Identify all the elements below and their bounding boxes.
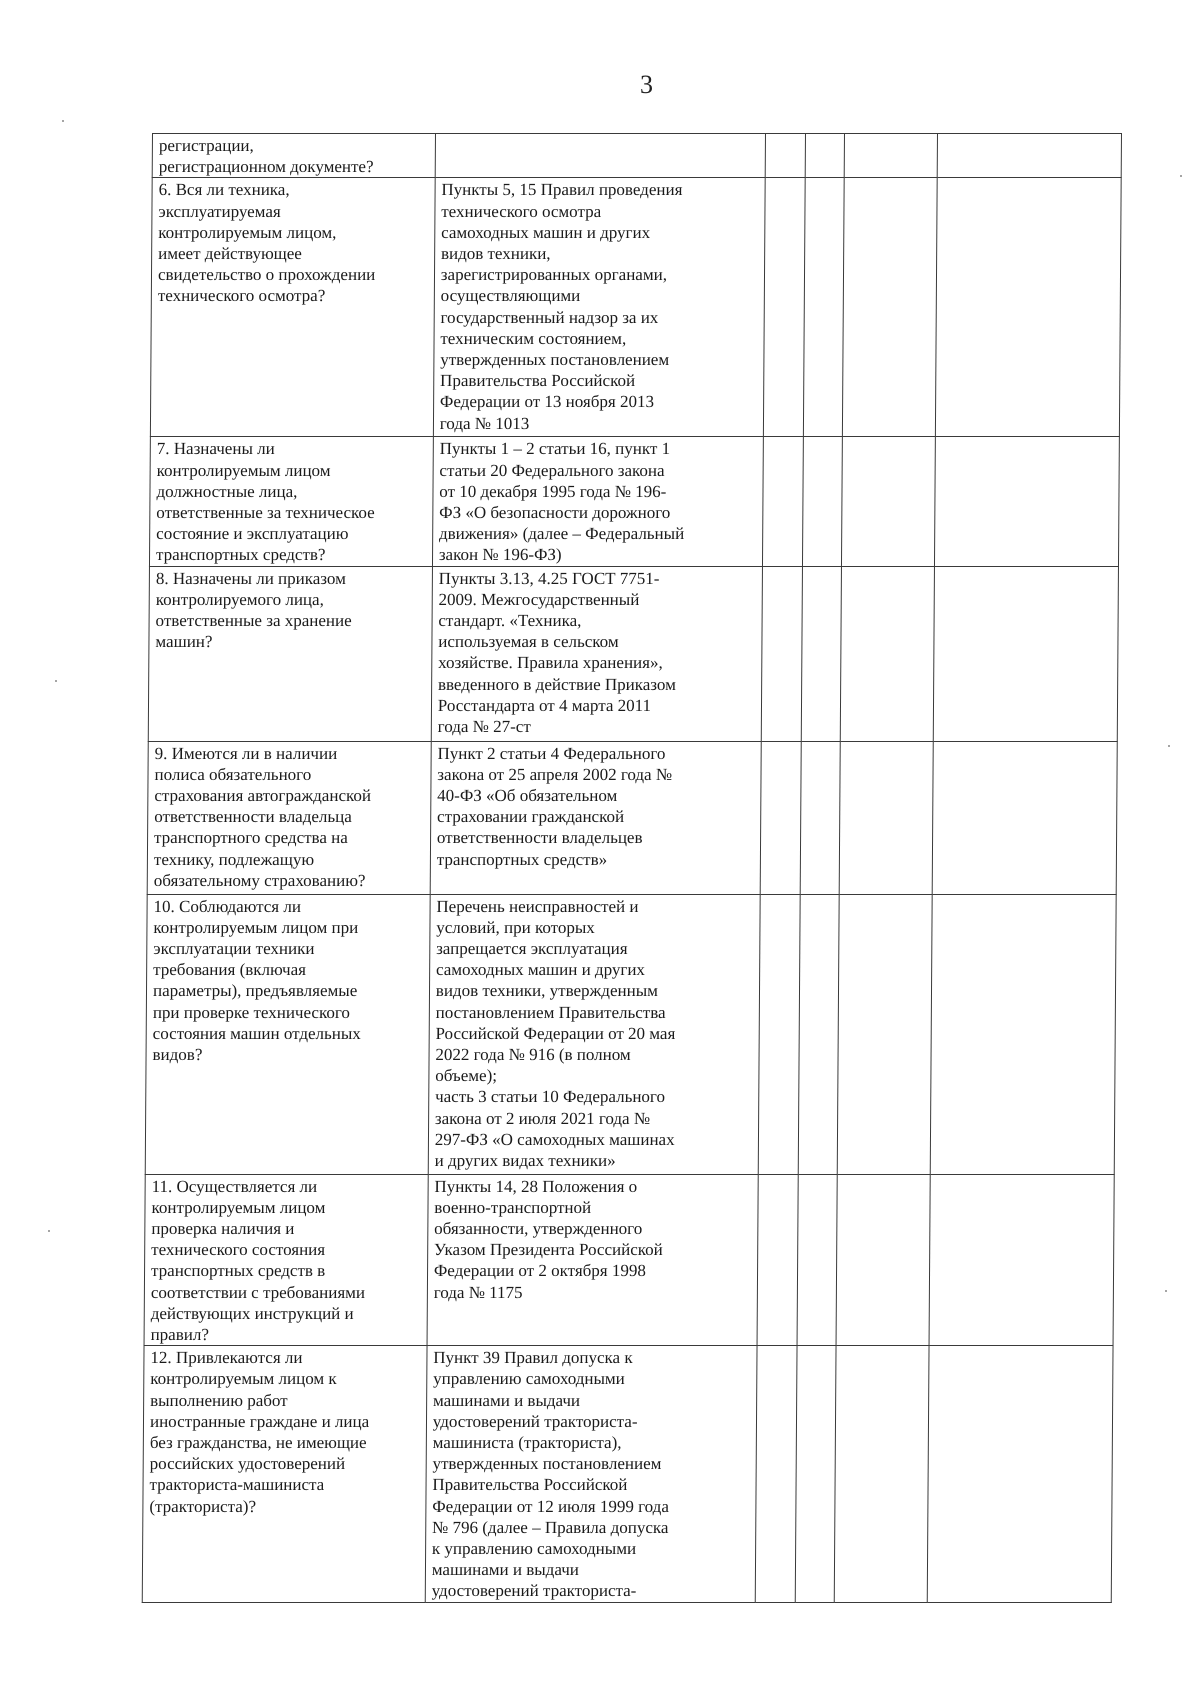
page-number: 3 [640, 70, 653, 99]
table-row [147, 741, 1117, 894]
requirement-cell: Пункт 39 Правил допуска к управлению самоходными машинами и выдачи удостоверений тракториста- машиниста (тракториста), утвержденных постановлением Правительства Российской Федерации от 12 июля 1999 года № 796 (далее – Правила допуска к управлению самоходными машинами и выдачи удостоверений тракториста- [425, 1346, 757, 1602]
answer-na-cell [841, 566, 934, 741]
table-row [152, 134, 1121, 178]
answer-na-cell [836, 1174, 929, 1346]
answer-no-cell [800, 741, 841, 894]
answer-na-cell [838, 894, 932, 1174]
answer-yes-cell [761, 566, 802, 741]
scan-speck [55, 680, 57, 682]
requirement-cell: Пункт 2 статьи 4 Федерального закона от 25 апреля 2002 года № 40-ФЗ «Об обязательном страховании гражданской ответственности владельцев транспортных средств» [430, 741, 761, 894]
requirement-cell: Пункты 1 – 2 статьи 16, пункт 1 статьи 20 Федерального закона от 10 декабря 1995 года № 196- ФЗ «О безопасности дорожного движения» (далее – Федеральный закон № 196-ФЗ) [432, 437, 763, 566]
scan-speck [1165, 1290, 1167, 1292]
answer-yes-cell [763, 178, 805, 437]
scan-speck [62, 120, 64, 122]
answer-yes-cell [757, 1174, 798, 1346]
question-cell: 9. Имеются ли в наличии полиса обязательного страхования автогражданской ответственности владельца транспортного средства на технику, подлежащую обязательному страхованию? [147, 741, 431, 894]
requirement-cell [435, 134, 765, 178]
answer-no-cell [801, 566, 842, 741]
question-cell: 7. Назначены ли контролируемым лицом должностные лица, ответственные за техническое состояние и эксплуатацию транспортных средств? [149, 437, 433, 566]
answer-yes-cell [758, 894, 800, 1174]
question-cell: 6. Вся ли техника, эксплуатируемая контролируемым лицом, имеет действующее свидетельство о прохождении технического осмотра? [150, 178, 435, 437]
answer-no-cell [797, 1174, 838, 1346]
notes-cell [935, 178, 1121, 437]
table-row [149, 437, 1119, 566]
question-cell: 11. Осуществляется ли контролируемым лицом проверка наличия и технического состояния транспортных средств в соответствии с требованиями действующих инструкций и правил? [144, 1174, 428, 1346]
question-cell: 8. Назначены ли приказом контролируемого лица, ответственные за хранение машин? [148, 566, 432, 741]
answer-yes-cell [762, 437, 803, 566]
question-cell: 10. Соблюдаются ли контролируемым лицом при эксплуатации техники требования (включая параметры), предъявляемые при проверке технического состояния машин отдельных видов? [145, 894, 430, 1174]
answer-yes-cell [765, 134, 805, 178]
notes-cell [933, 566, 1119, 741]
answer-na-cell [840, 741, 933, 894]
checklist-table [142, 133, 1122, 1603]
answer-yes-cell [760, 741, 801, 894]
scan-speck [1168, 745, 1170, 747]
scan-speck [48, 1230, 50, 1232]
answer-yes-cell [755, 1346, 797, 1602]
table-row [142, 1346, 1113, 1602]
notes-cell [927, 1346, 1113, 1602]
notes-cell [934, 437, 1119, 566]
scan-speck [1180, 175, 1182, 177]
answer-na-cell [842, 437, 935, 566]
notes-cell [930, 894, 1116, 1174]
question-cell: 12. Привлекаются ли контролируемым лицом к выполнению работ иностранные граждане и лица без гражданства, не имеющие российских удостоверений тракториста-машиниста (тракториста)? [142, 1346, 427, 1602]
answer-na-cell [835, 1346, 929, 1602]
answer-no-cell [802, 437, 843, 566]
table-row [150, 178, 1121, 437]
requirement-cell: Пункты 3.13, 4.25 ГОСТ 7751- 2009. Межгосударственный стандарт. «Техника, используемая в сельском хозяйстве. Правила хранения», введенного в действие Приказом Росстандарта от 4 марта 2011 года № 27-ст [431, 566, 762, 741]
requirement-cell: Пункты 14, 28 Положения о военно-транспортной обязанности, утвержденного Указом Президента Российской Федерации от 2 октября 1998 года № 1175 [427, 1174, 758, 1346]
answer-na-cell [843, 178, 937, 437]
answer-na-cell [845, 134, 937, 178]
question-cell: регистрации, регистрационном документе? [152, 134, 435, 178]
notes-cell [932, 741, 1118, 894]
table-row [144, 1174, 1114, 1346]
notes-cell [937, 134, 1122, 178]
answer-no-cell [803, 178, 845, 437]
answer-no-cell [795, 1346, 837, 1602]
requirement-cell: Перечень неисправностей и условий, при которых запрещается эксплуатация самоходных машин и других видов техники, утвержденным постановлением Правительства Российской Федерации от 20 мая 2022 года № 916 (в полном объеме); часть 3 статьи 10 Федерального закона от 2 июля 2021 года № 297-ФЗ «О самоходных машинах и других видах техники» [428, 894, 760, 1174]
table-row [148, 566, 1118, 741]
answer-no-cell [798, 894, 840, 1174]
answer-no-cell [805, 134, 845, 178]
notes-cell [929, 1174, 1115, 1346]
table-row [145, 894, 1116, 1174]
requirement-cell: Пункты 5, 15 Правил проведения технического осмотра самоходных машин и других видов техники, зарегистрированных органами, осуществляющими государственный надзор за их техническим состоянием, утвержденных постановлением Правительства Российской Федерации от 13 ноября 2013 года № 1013 [433, 178, 765, 437]
